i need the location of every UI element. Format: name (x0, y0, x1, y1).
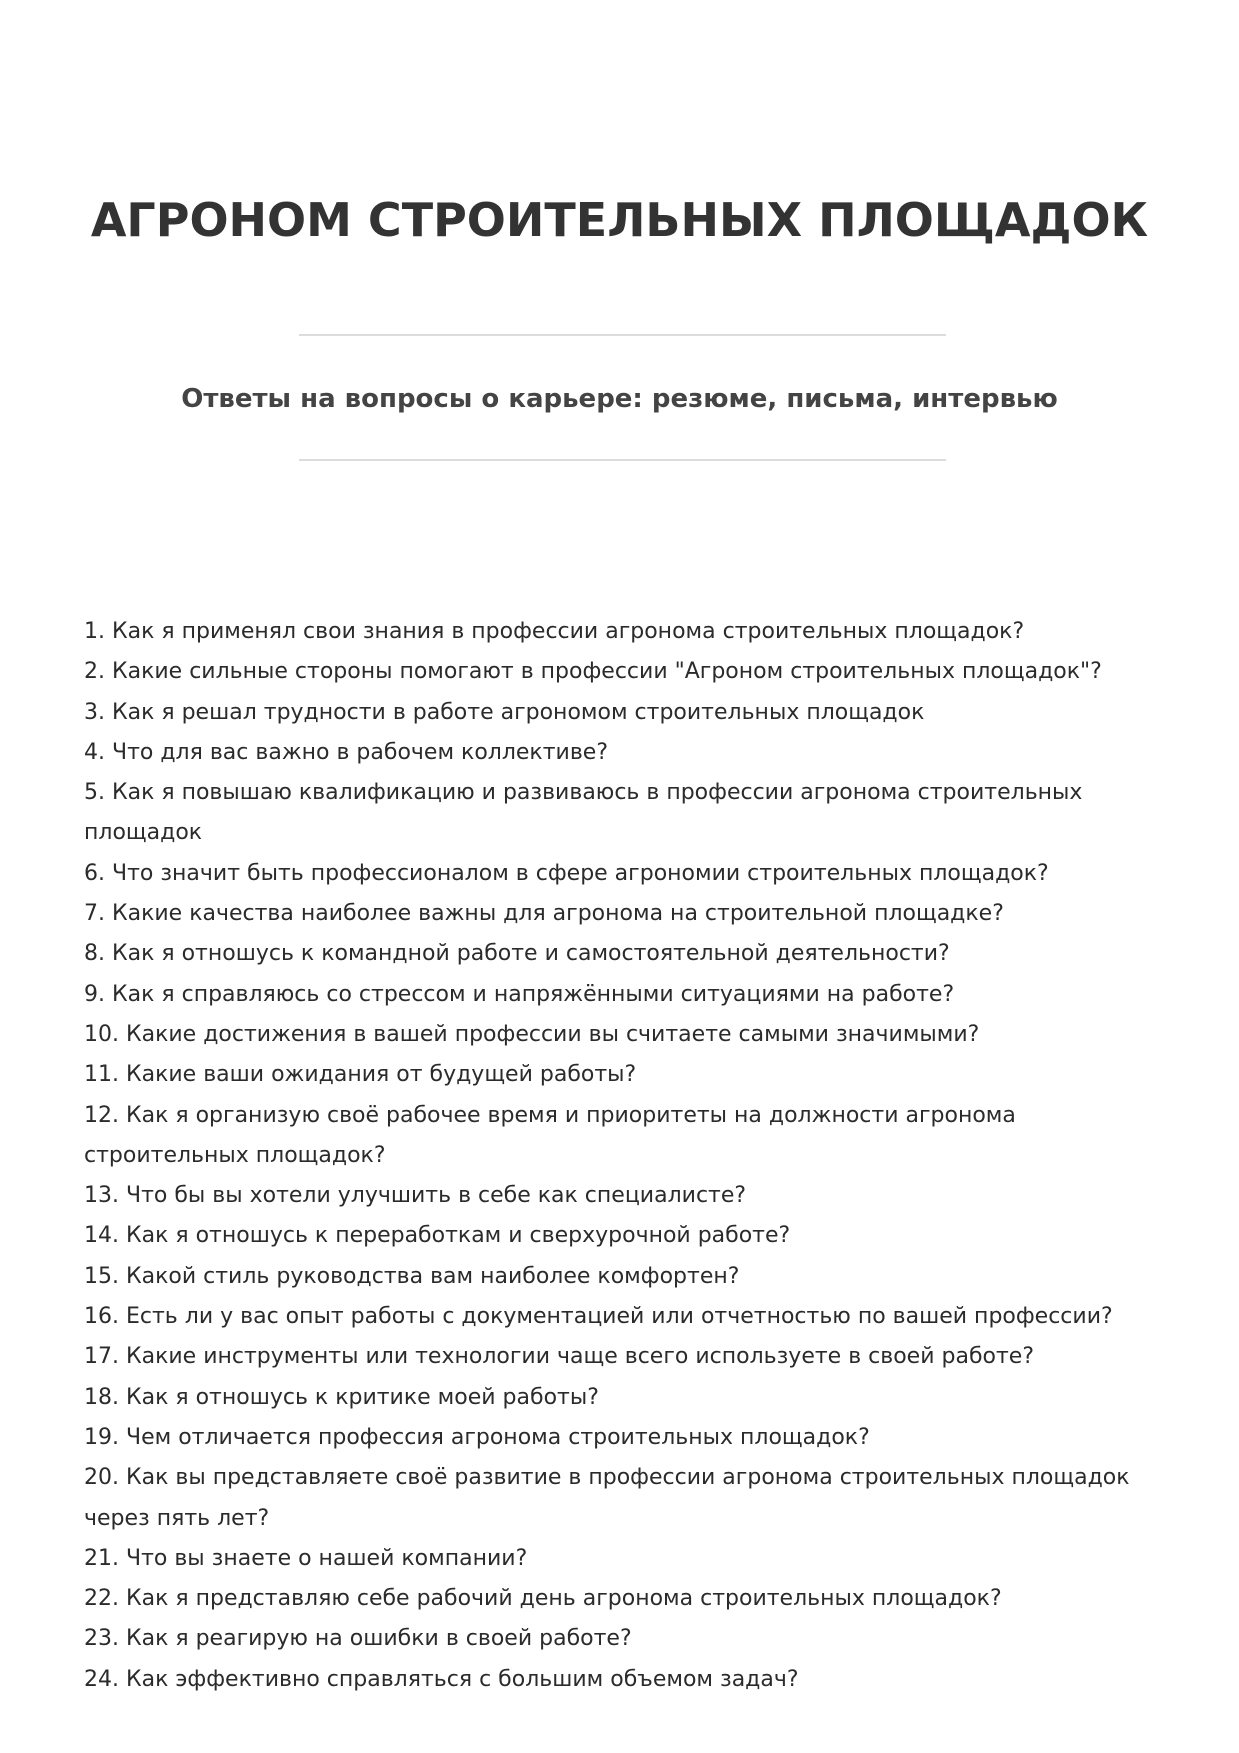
page-subtitle: Ответы на вопросы о карьере: резюме, письма, интервью (181, 384, 1058, 414)
question-item: 23. Как я реагирую на ошибки в своей работе? (84, 1626, 632, 1652)
question-item: 14. Как я отношусь к переработкам и сверхурочной работе? (84, 1223, 791, 1249)
question-item: 16. Есть ли у вас опыт работы с документацией или отчетностью по вашей профессии? (84, 1304, 1113, 1330)
question-item: 24. Как эффективно справляться с большим объемом задач? (84, 1666, 799, 1692)
divider-top (299, 334, 946, 336)
question-item: 13. Что бы вы хотели улучшить в себе как специалисте? (84, 1183, 747, 1209)
question-item: 4. Что для вас важно в рабочем коллективе? (84, 739, 609, 765)
question-item: 9. Как я справляюсь со стрессом и напряжёнными ситуациями на работе? (84, 981, 955, 1007)
question-item: 20. Как вы представляете своё развитие в профессии агронома строительных площадок через пять лет? (84, 1465, 1130, 1531)
question-item: 7. Какие качества наиболее важны для агронома на строительной площадке? (84, 901, 1004, 927)
question-item: 2. Какие сильные стороны помогают в профессии "Агроном строительных площадок"? (84, 659, 1102, 685)
question-item: 19. Чем отличается профессия агронома строительных площадок? (84, 1424, 870, 1450)
question-item: 12. Как я организую своё рабочее время и приоритеты на должности агронома строительных площадок? (84, 1102, 1016, 1168)
question-list (84, 612, 1164, 1700)
question-item: 22. Как я представляю себе рабочий день агронома строительных площадок? (84, 1586, 1002, 1612)
question-item: 11. Какие ваши ожидания от будущей работы? (84, 1062, 637, 1088)
question-item: 21. Что вы знаете о нашей компании? (84, 1545, 528, 1571)
question-item: 18. Как я отношусь к критике моей работы? (84, 1384, 599, 1410)
question-item: 1. Как я применял свои знания в профессии агронома строительных площадок? (84, 619, 1025, 644)
question-item: 17. Какие инструменты или технологии чаще всего используете в своей работе? (84, 1344, 1035, 1370)
question-item: 8. Как я отношусь к командной работе и самостоятельной деятельности? (84, 941, 950, 967)
question-item: 6. Что значит быть профессионалом в сфере агрономии строительных площадок? (84, 860, 1049, 886)
page-title: АГРОНОМ СТРОИТЕЛЬНЫХ ПЛОЩАДОК (90, 193, 1149, 247)
question-item: 15. Какой стиль руководства вам наиболее комфортен? (84, 1263, 740, 1289)
question-item: 5. Как я повышаю квалификацию и развиваюсь в профессии агронома строительных площадок (84, 780, 1083, 846)
question-item: 3. Как я решал трудности в работе агрономом строительных площадок (84, 699, 925, 725)
divider-bottom (299, 459, 946, 461)
question-item: 10. Какие достижения в вашей профессии вы считаете самыми значимыми? (84, 1021, 980, 1047)
